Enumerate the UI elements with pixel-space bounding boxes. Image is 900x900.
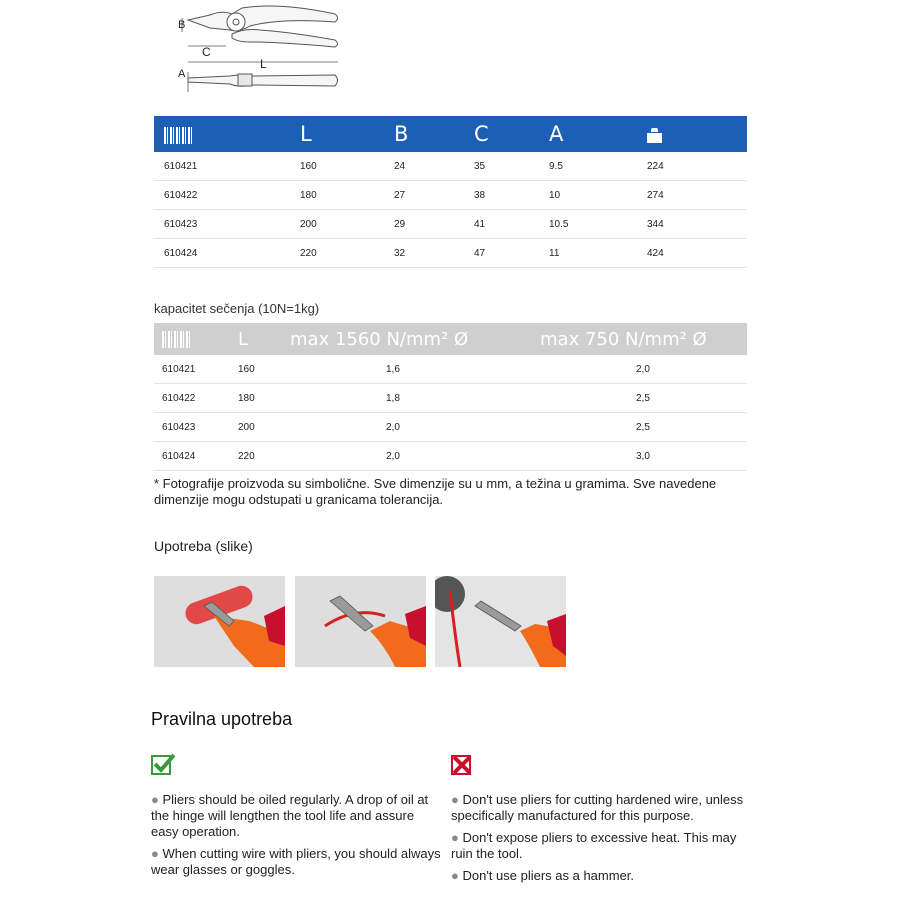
diagram-label-c: C	[202, 45, 211, 59]
table-row	[154, 413, 747, 442]
cell-code: 610423	[154, 413, 230, 442]
bullet-icon: ●	[451, 868, 463, 883]
bullet-icon: ●	[151, 846, 163, 861]
usage-image-cutting-wire	[295, 576, 426, 667]
cell-b: 27	[384, 181, 464, 210]
barcode-icon	[164, 127, 194, 144]
cell-soft-wire: 2,0	[532, 355, 747, 384]
usage-image-cutting-cable	[154, 576, 285, 667]
cell-l: 200	[290, 210, 384, 239]
pliers-dimension-diagram	[170, 0, 350, 100]
bullet-icon: ●	[451, 792, 463, 807]
list-item	[451, 792, 751, 824]
dimensions-header-row	[154, 116, 747, 152]
cell-weight: 424	[637, 239, 747, 268]
cutting-capacity-table	[154, 323, 747, 471]
cell-code: 610423	[154, 210, 290, 239]
cell-l: 160	[230, 355, 282, 384]
diagram-label-l: L	[260, 57, 267, 71]
dimensions-table	[154, 116, 747, 268]
usage-title: Upotreba (slike)	[154, 538, 253, 554]
dont-item-text: Don't use pliers for cutting hardened wire, unless specifically manufactured for this purpose.	[451, 792, 744, 823]
cell-c: 35	[464, 152, 539, 181]
cell-c: 47	[464, 239, 539, 268]
cell-weight: 344	[637, 210, 747, 239]
header-l: L	[290, 116, 384, 152]
header-l: L	[230, 323, 282, 355]
cell-soft-wire: 2,5	[532, 413, 747, 442]
cell-b: 32	[384, 239, 464, 268]
cell-l: 220	[290, 239, 384, 268]
cell-b: 29	[384, 210, 464, 239]
cell-code: 610424	[154, 239, 290, 268]
cell-soft-wire: 3,0	[532, 442, 747, 471]
cell-a: 10	[539, 181, 637, 210]
header-c: C	[464, 116, 539, 152]
cell-c: 41	[464, 210, 539, 239]
cell-code: 610422	[154, 181, 290, 210]
bullet-icon: ●	[451, 830, 463, 845]
list-item	[151, 846, 441, 878]
dont-list	[451, 792, 751, 890]
cell-l: 160	[290, 152, 384, 181]
cell-weight: 224	[637, 152, 747, 181]
header-b: B	[384, 116, 464, 152]
checkmark-icon	[151, 752, 175, 776]
list-item	[451, 868, 751, 884]
cutting-capacity-caption: kapacitet sečenja (10N=1kg)	[154, 301, 320, 316]
do-list	[151, 792, 441, 884]
diagram-label-b: B	[178, 19, 186, 31]
list-item	[451, 830, 751, 862]
header-code	[154, 116, 290, 152]
bullet-icon: ●	[151, 792, 163, 807]
table-row	[154, 442, 747, 471]
table-row	[154, 152, 747, 181]
list-item	[151, 792, 441, 840]
cell-code: 610421	[154, 355, 230, 384]
cell-l: 180	[290, 181, 384, 210]
cutting-header-row	[154, 323, 747, 355]
barcode-icon	[162, 331, 192, 348]
table-row	[154, 181, 747, 210]
cell-c: 38	[464, 181, 539, 210]
cell-a: 9.5	[539, 152, 637, 181]
cell-hard-wire: 2,0	[282, 413, 532, 442]
table-row	[154, 210, 747, 239]
correct-usage-title: Pravilna upotreba	[151, 709, 293, 729]
table-row	[154, 355, 747, 384]
usage-image-bending-wire	[435, 576, 566, 667]
disclaimer-text: * Fotografije proizvoda su simbolične. Sve dimenzije su u mm, a težina u gramima. Sve navedene dimenzije mogu odstupati u granicama tolerancija.	[154, 476, 717, 507]
cell-l: 180	[230, 384, 282, 413]
table-row	[154, 384, 747, 413]
header-soft-wire: max 750 N/mm² Ø	[532, 323, 747, 355]
do-item-text: Pliers should be oiled regularly. A drop of oil at the hinge will lengthen the tool life and assure easy operation.	[151, 792, 429, 839]
cell-hard-wire: 1,6	[282, 355, 532, 384]
cross-icon	[451, 752, 473, 776]
cell-soft-wire: 2,5	[532, 384, 747, 413]
header-weight	[637, 116, 747, 152]
cell-hard-wire: 2,0	[282, 442, 532, 471]
header-code	[154, 323, 230, 355]
cell-l: 200	[230, 413, 282, 442]
header-hard-wire: max 1560 N/mm² Ø	[282, 323, 532, 355]
diagram-label-a: A	[178, 68, 186, 80]
cell-code: 610421	[154, 152, 290, 181]
cell-weight: 274	[637, 181, 747, 210]
weight-icon	[647, 128, 662, 143]
cell-code: 610422	[154, 384, 230, 413]
cell-b: 24	[384, 152, 464, 181]
header-a: A	[539, 116, 637, 152]
dont-item-text: Don't expose pliers to excessive heat. This may ruin the tool.	[451, 830, 737, 861]
cell-a: 11	[539, 239, 637, 268]
cell-hard-wire: 1,8	[282, 384, 532, 413]
cell-a: 10.5	[539, 210, 637, 239]
cell-l: 220	[230, 442, 282, 471]
dont-item-text: Don't use pliers as a hammer.	[462, 868, 635, 883]
table-row	[154, 239, 747, 268]
cell-code: 610424	[154, 442, 230, 471]
do-item-text: When cutting wire with pliers, you should always wear glasses or goggles.	[151, 846, 441, 877]
